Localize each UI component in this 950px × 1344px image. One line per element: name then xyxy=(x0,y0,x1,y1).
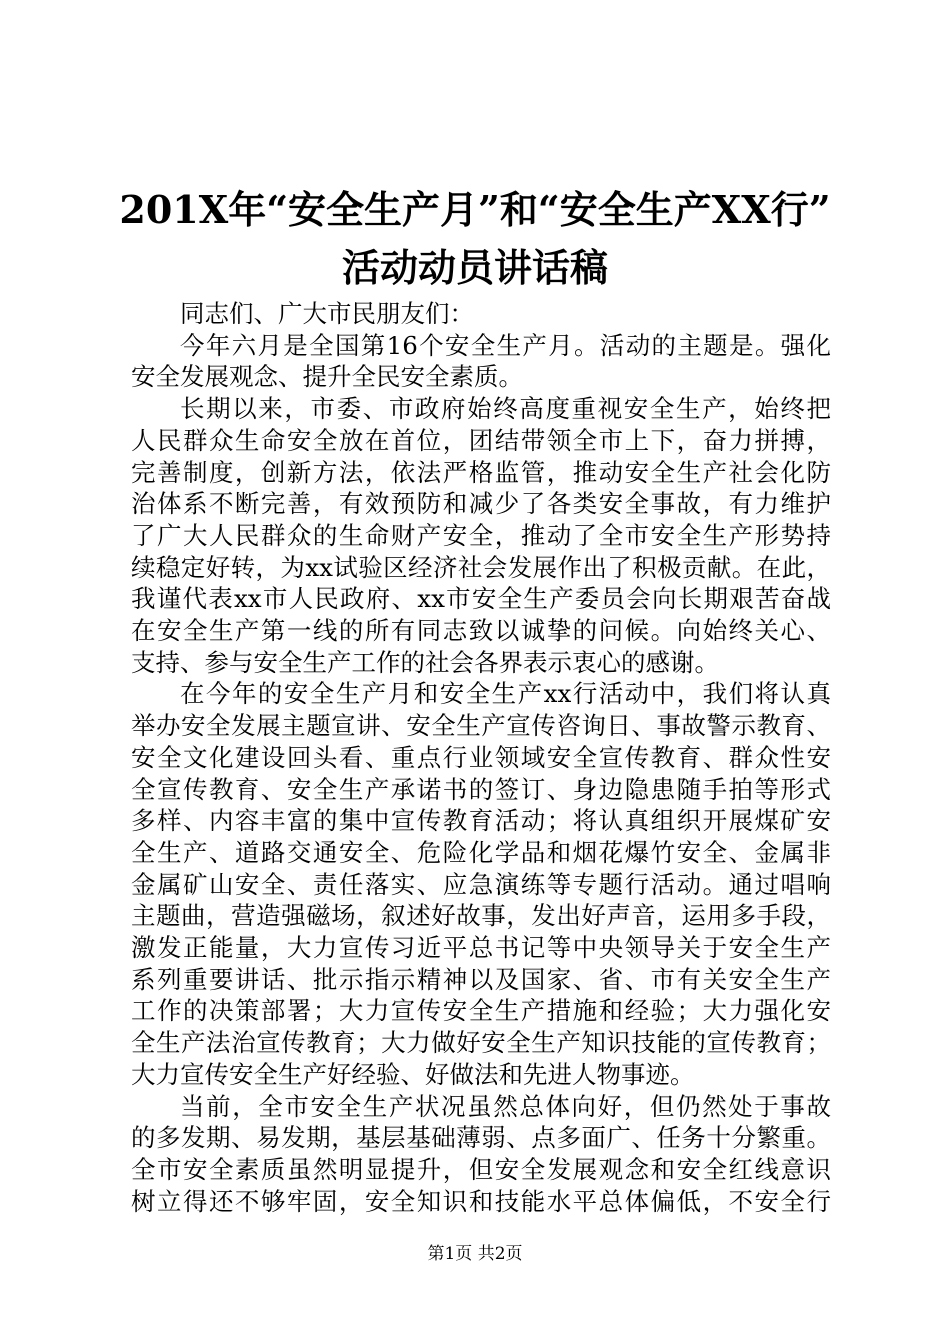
document-title-line-2: 活动动员讲话稿 xyxy=(341,245,608,290)
paragraph-line: 了广大人民群众的生命财产安全，推动了全市安全生产形势持 xyxy=(131,520,831,550)
paragraph-line: 多样、内容丰富的集中宣传教育活动；将认真组织开展煤矿安 xyxy=(131,806,831,836)
paragraph-line: 人民群众生命安全放在首位，团结带领全市上下，奋力拼搏， xyxy=(131,425,831,455)
paragraph-line: 当前，全市安全生产状况虽然总体向好，但仍然处于事故 xyxy=(180,1091,831,1121)
paragraph-line: 的多发期、易发期，基层基础薄弱、点多面广、任务十分繁重。 xyxy=(131,1123,831,1153)
paragraph-1 xyxy=(131,330,831,393)
paragraph-line: 树立得还不够牢固，安全知识和技能水平总体偏低，不安全行 xyxy=(131,1186,831,1216)
paragraph-3 xyxy=(131,678,831,1090)
page-footer: 第1页 共2页 xyxy=(427,1244,523,1264)
paragraph-line: 在安全生产第一线的所有同志致以诚挚的问候。向始终关心、 xyxy=(131,616,831,646)
paragraph-4 xyxy=(131,1091,831,1218)
paragraph-line: 安全文化建设回头看、重点行业领域安全宣传教育、群众性安 xyxy=(131,742,831,772)
paragraph-line: 金属矿山安全、责任落实、应急演练等专题行活动。通过唱响 xyxy=(131,869,831,899)
paragraph-2 xyxy=(131,393,831,678)
paragraph-line: 今年六月是全国第16个安全生产月。活动的主题是。强化 xyxy=(180,330,831,360)
paragraph-line: 支持、参与安全生产工作的社会各界表示衷心的感谢。 xyxy=(131,647,719,677)
document-body xyxy=(131,298,831,1217)
salutation: 同志们、广大市民朋友们： xyxy=(180,299,474,328)
paragraph-line: 工作的决策部署；大力宣传安全生产措施和经验；大力强化安 xyxy=(131,996,831,1026)
paragraph-line: 安全发展观念、提升全民安全素质。 xyxy=(131,362,523,392)
paragraph-line: 主题曲，营造强磁场，叙述好故事，发出好声音，运用多手段， xyxy=(131,901,831,931)
paragraph-line: 在今年的安全生产月和安全生产xx行活动中，我们将认真 xyxy=(180,679,831,709)
paragraph-line: 长期以来，市委、市政府始终高度重视安全生产，始终把 xyxy=(180,394,831,424)
paragraph-line: 举办安全发展主题宣讲、安全生产宣传咨询日、事故警示教育、 xyxy=(131,711,831,741)
paragraph-line: 全生产法治宣传教育；大力做好安全生产知识技能的宣传教育； xyxy=(131,1028,831,1058)
paragraph-line: 续稳定好转，为xx试验区经济社会发展作出了积极贡献。在此， xyxy=(131,552,831,582)
paragraph-line: 全市安全素质虽然明显提升，但安全发展观念和安全红线意识 xyxy=(131,1154,831,1184)
paragraph-line: 全宣传教育、安全生产承诺书的签订、身边隐患随手拍等形式 xyxy=(131,774,831,804)
document-title-line-1: 201X年“安全生产月”和“安全生产XX行” xyxy=(119,187,831,232)
paragraph-line: 系列重要讲话、批示指示精神以及国家、省、市有关安全生产 xyxy=(131,964,831,994)
paragraph-line: 大力宣传安全生产好经验、好做法和先进人物事迹。 xyxy=(131,1059,695,1089)
paragraph-line: 我谨代表xx市人民政府、xx市安全生产委员会向长期艰苦奋战 xyxy=(131,584,831,614)
paragraph-line: 治体系不断完善，有效预防和减少了各类安全事故，有力维护 xyxy=(131,489,831,519)
paragraph-line: 全生产、道路交通安全、危险化学品和烟花爆竹安全、金属非 xyxy=(131,837,831,867)
paragraph-line: 完善制度，创新方法，依法严格监管，推动安全生产社会化防 xyxy=(131,457,831,487)
paragraph-line: 激发正能量，大力宣传习近平总书记等中央领导关于安全生产 xyxy=(131,933,831,963)
